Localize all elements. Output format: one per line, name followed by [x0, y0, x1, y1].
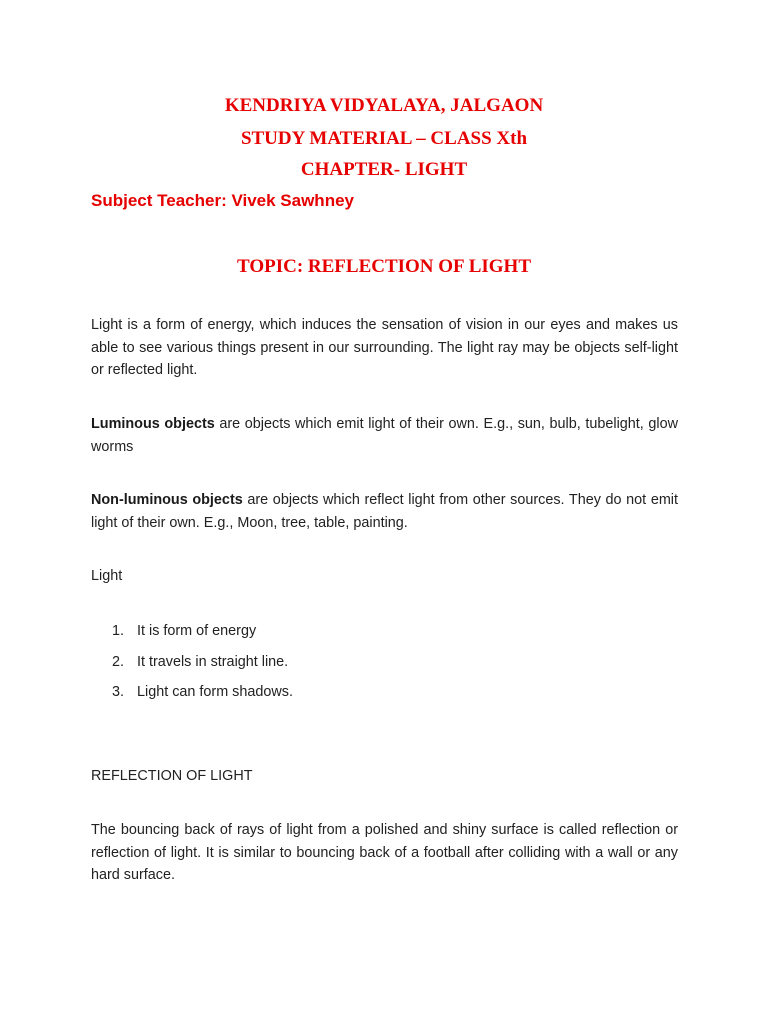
list-item-number: 1. — [112, 623, 125, 639]
intro-paragraph: Light is a form of energy, which induces the sensation of vision in our eyes and makes us able to see various things present in our surrounding. The light ray may be objects self-light or reflected light. — [91, 317, 678, 378]
school-name-heading: KENDRIYA VIDYALAYA, JALGAON — [224, 95, 544, 116]
chapter-heading: CHAPTER- LIGHT — [300, 159, 468, 180]
light-properties-list — [112, 620, 293, 712]
reflection-paragraph: The bouncing back of rays of light from a polished and shiny surface is called reflection or reflection of light. It is similar to bouncing back of a football after colliding with a wall or any hard surface. — [91, 822, 678, 883]
nonluminous-term: Non-luminous objects — [91, 492, 243, 508]
luminous-term: Luminous objects — [91, 416, 215, 432]
luminous-paragraph — [91, 413, 678, 458]
nonluminous-definition: are objects which reflect light from other sources. They do not emit light of their own. E.g., Moon, tree, table, painting. — [91, 492, 679, 531]
topic-heading: TOPIC: REFLECTION OF LIGHT — [236, 256, 532, 277]
reflection-section-title: REFLECTION OF LIGHT — [91, 768, 253, 784]
luminous-definition: are objects which emit light of their own. E.g., sun, bulb, tubelight, glow worms — [91, 416, 678, 455]
list-item — [112, 681, 293, 712]
study-material-heading: STUDY MATERIAL – CLASS Xth — [240, 128, 528, 149]
list-item — [112, 620, 293, 651]
light-label: Light — [91, 568, 123, 584]
subject-teacher-line: Subject Teacher: Vivek Sawhney — [91, 191, 354, 210]
list-item-number: 2. — [112, 653, 125, 670]
list-item-number: 3. — [112, 684, 125, 700]
list-item-text: Light can form shadows. — [137, 684, 293, 700]
nonluminous-paragraph — [91, 489, 678, 534]
list-item — [112, 651, 293, 682]
list-item-text: It is form of energy — [137, 623, 257, 639]
list-item-text: It travels in straight line. — [137, 653, 289, 670]
